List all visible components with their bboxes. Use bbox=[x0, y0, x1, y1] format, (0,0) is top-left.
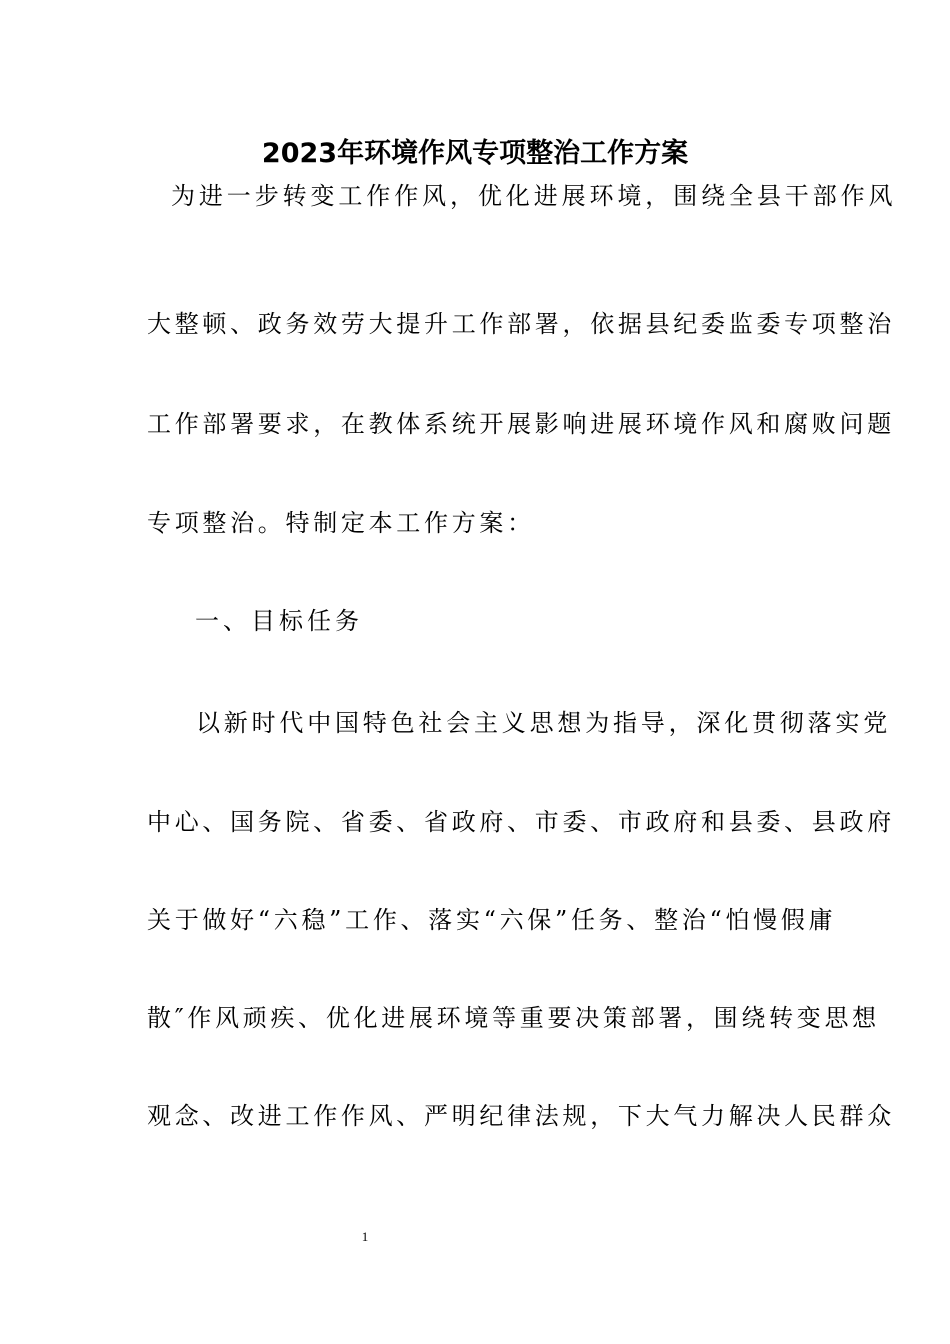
document-title: 2023年环境作风专项整治工作方案 bbox=[261, 138, 689, 169]
section-heading: 一、目标任务 bbox=[195, 607, 363, 635]
paragraph-line: 散″作风顽疾、优化进展环境等重要决策部署，围绕转变思想 bbox=[147, 1004, 880, 1032]
paragraph-line: 工作部署要求，在教体系统开展影响进展环境作风和腐败问题 bbox=[147, 410, 895, 438]
paragraph-line: 大整顿、政务效劳大提升工作部署，依据县纪委监委专项整治 bbox=[147, 310, 895, 338]
paragraph-line: 以新时代中国特色社会主义思想为指导，深化贯彻落实党 bbox=[196, 709, 891, 737]
paragraph-line: 专项整治。特制定本工作方案： bbox=[147, 509, 535, 537]
page-number: 1 bbox=[361, 1229, 369, 1244]
paragraph-line: 为进一步转变工作作风，优化进展环境，围绕全县干部作风 bbox=[171, 182, 897, 210]
paragraph-line: 观念、改进工作作风、严明纪律法规，下大气力解决人民群众 bbox=[147, 1102, 895, 1130]
paragraph-line: 关于做好“六稳”工作、落实“六保”任务、整治“怕慢假庸 bbox=[147, 906, 837, 934]
paragraph-line: 中心、国务院、省委、省政府、市委、市政府和县委、县政府 bbox=[147, 808, 895, 836]
